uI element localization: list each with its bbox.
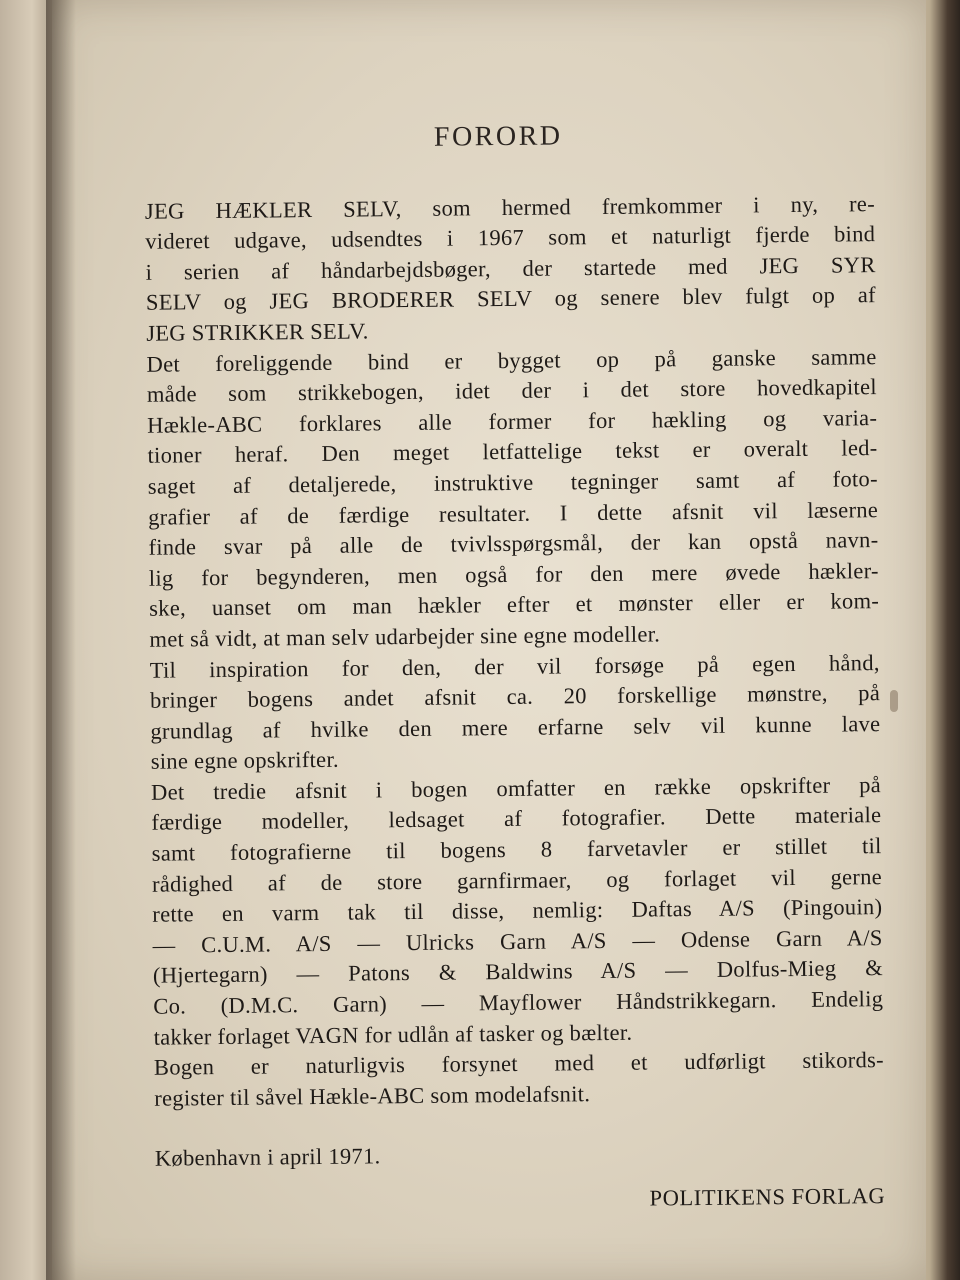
text-line: grundlag af hvilke den mere erfarne selv vil kunne lave bbox=[150, 710, 881, 744]
paragraph bbox=[132, 1045, 885, 1114]
body-text bbox=[123, 189, 885, 1115]
paragraph bbox=[129, 770, 884, 1053]
text-line: måde som strikkebogen, idet der i det store hovedkapitel bbox=[146, 374, 877, 407]
text-line: bringer bogens andet afsnit ca. 20 forskellige mønstre, på bbox=[149, 680, 881, 713]
text-line: tioner heraf. Den meget letfattelige tekst er overalt led- bbox=[147, 435, 878, 469]
text-line: videret udgave, udsendtes i 1967 som et naturligt fjerde bind bbox=[145, 221, 876, 254]
text-line: Bogen er naturligvis forsynet med et udførligt stikords- bbox=[153, 1047, 885, 1080]
text-line: Det foreliggende bind er bygget op på ganske samme bbox=[146, 343, 877, 377]
text-line: rette en varm tak til disse, nemlig: Daftas A/S (Pingouin) bbox=[152, 894, 883, 927]
text-line: finde svar på alle de tvivlsspørgsmål, der kan opstå navn- bbox=[148, 527, 879, 560]
text-line: Til inspiration for den, der vil forsøge på egen hånd, bbox=[149, 649, 880, 683]
text-line: register til såvel Hækle-ABC som modelafsnit. bbox=[154, 1080, 591, 1111]
text-line: met så vidt, at man selv udarbejder sine egne modeller. bbox=[149, 621, 661, 652]
paragraph bbox=[123, 189, 877, 350]
text-line: SELV og JEG BRODERER SELV og senere blev fulgt op af bbox=[145, 282, 877, 316]
text-line: ske, uanset om man hækler efter et mønster eller er kom- bbox=[149, 588, 880, 622]
page-content bbox=[122, 110, 885, 1219]
place-date: København i april 1971. bbox=[154, 1143, 381, 1172]
text-line: (Hjertegarn) — Patons & Baldwins A/S — Dolfus-Mieg & bbox=[152, 955, 884, 989]
text-line: JEG STRIKKER SELV. bbox=[146, 318, 369, 346]
text-line: Det tredie afsnit i bogen omfatter en række opskrifter på bbox=[150, 771, 882, 805]
publisher-signature: POLITIKENS FORLAG bbox=[649, 1183, 886, 1211]
text-line: færdige modeller, ledsaget af fotografier. Dette materiale bbox=[151, 802, 882, 836]
text-line: saget af detaljerede, instruktive tegninger samt af foto- bbox=[147, 466, 878, 499]
page-title: FORORD bbox=[433, 120, 563, 153]
text-line: takker forlaget VAGN for udlån af tasker og bælter. bbox=[153, 1019, 633, 1050]
text-line: rådighed af de store garnfirmaer, og forlaget vil gerne bbox=[151, 863, 883, 897]
paragraph bbox=[124, 342, 879, 656]
paragraph bbox=[128, 648, 881, 778]
paper-speck bbox=[890, 690, 898, 712]
text-line: Co. (D.M.C. Garn) — Mayflower Håndstrikkegarn. Endelig bbox=[153, 986, 884, 1019]
text-line: grafier af de færdige resultater. I dette afsnit vil læserne bbox=[148, 496, 879, 530]
text-line: JEG HÆKLER SELV, som hermed fremkommer i ny, re- bbox=[144, 190, 876, 224]
text-line: — C.U.M. A/S — Ulricks Garn A/S — Odense Garn A/S bbox=[152, 924, 883, 958]
text-line: samt fotografierne til bogens 8 farvetavler er stillet til bbox=[151, 833, 882, 866]
text-line: Hækle-ABC forklares alle former for hækling og varia- bbox=[147, 404, 878, 438]
book-page bbox=[52, 0, 926, 1280]
text-line: sine egne opskrifter. bbox=[150, 747, 339, 775]
text-line: i serien af håndarbejdsbøger, der startede med JEG SYR bbox=[145, 251, 876, 285]
text-line: lig for begynderen, men også for den mere øvede hækler- bbox=[148, 557, 879, 591]
gutter-shadow bbox=[46, 0, 76, 1280]
